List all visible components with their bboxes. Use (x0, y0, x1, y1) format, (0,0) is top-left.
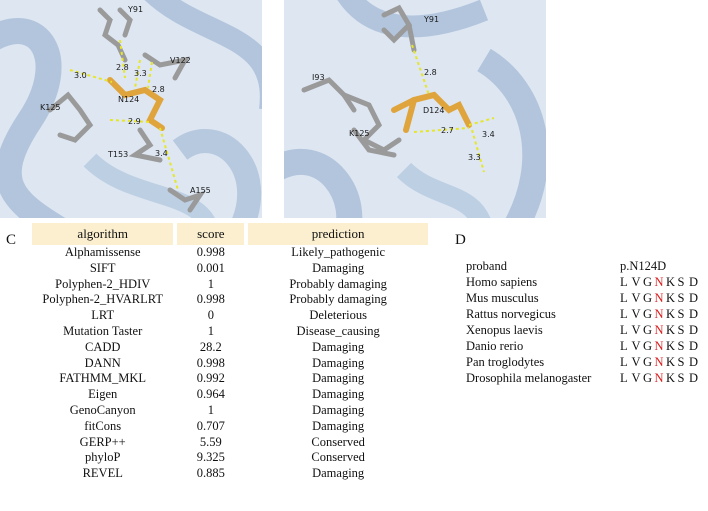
species-name: Pan troglodytes (466, 355, 545, 369)
algorithm-cell: REVEL (82, 466, 123, 481)
residue: S (677, 371, 685, 385)
prediction-cell: Likely_pathogenic (291, 245, 386, 259)
score-cell: 1 (207, 402, 214, 417)
distance-label: 3.0 (74, 71, 87, 80)
algorithm-cell: GenoCanyon (69, 402, 136, 417)
table-row (32, 277, 428, 293)
residue-label: D124 (423, 106, 445, 115)
residue: D (689, 275, 699, 289)
prediction-cell: Damaging (312, 260, 365, 275)
residue: G (643, 339, 653, 353)
residue-label: K125 (349, 129, 370, 138)
residue: K (666, 371, 676, 385)
score-cell: 0.885 (196, 466, 225, 481)
residue-label: N124 (118, 95, 140, 104)
species-name: Drosophila melanogaster (466, 371, 592, 385)
sequence (620, 306, 701, 322)
residue: K (666, 355, 676, 369)
score-cell: 0.998 (196, 355, 225, 370)
score-cell: 0.001 (196, 260, 225, 275)
residue: K (666, 323, 676, 337)
algorithm-cell: phyloP (84, 450, 121, 465)
algorithm-cell: GERP++ (79, 434, 126, 449)
highlighted-residue: N (654, 355, 664, 369)
residue: D (689, 355, 699, 369)
residue-label: I93 (312, 73, 325, 82)
residue-label: K125 (40, 103, 61, 112)
score-cell: 5.59 (199, 434, 222, 449)
proband-label: proband (466, 259, 507, 273)
residue: V (631, 371, 641, 385)
residue: G (643, 275, 653, 289)
distance-label: 3.3 (134, 69, 147, 78)
score-cell: 0.998 (196, 292, 225, 307)
algorithm-cell: Polyphen-2_HVARLRT (42, 292, 163, 307)
species-name: Mus musculus (466, 291, 539, 305)
highlighted-residue: N (654, 307, 664, 321)
column-header-algorithm: algorithm (32, 223, 173, 245)
score-cell: 28.2 (199, 339, 222, 354)
species-name: Rattus norvegicus (466, 307, 556, 321)
prediction-cell: Deleterious (309, 308, 367, 323)
residue-label: A155 (190, 186, 211, 195)
distance-label: 3.3 (468, 153, 481, 162)
residue: D (689, 291, 699, 305)
residue-label: T153 (108, 150, 129, 159)
residue: G (643, 323, 653, 337)
table-row (32, 340, 428, 356)
column-header-score: score (177, 223, 244, 245)
residue: G (643, 355, 653, 369)
residue-label: Y91 (128, 5, 144, 14)
residue: G (643, 371, 653, 385)
algorithm-cell: FATHMM_MKL (59, 371, 146, 386)
residue: D (689, 339, 699, 353)
panel-label-c: C (6, 232, 17, 248)
table-row (32, 450, 428, 466)
residue: L (620, 275, 628, 289)
sequence (620, 370, 701, 386)
residue: S (677, 307, 685, 321)
score-cell: 9.325 (196, 450, 225, 465)
prediction-cell: Disease_causing (296, 323, 380, 338)
species-row (466, 306, 706, 322)
prediction-cell: Damaging (312, 339, 365, 354)
structure-image-wildtype (0, 0, 262, 218)
distance-label: 3.4 (155, 149, 168, 158)
highlighted-residue: N (654, 371, 664, 385)
table-row (32, 261, 428, 277)
residue: V (631, 355, 641, 369)
prediction-cell: Probably damaging (289, 292, 387, 307)
algorithm-cell: SIFT (89, 260, 116, 275)
sequence (620, 290, 701, 306)
species-row (466, 354, 706, 370)
algorithm-cell: Alphamissense (64, 245, 141, 259)
score-cell: 1 (207, 276, 214, 291)
prediction-cell: Damaging (312, 387, 365, 402)
score-cell: 0.964 (196, 387, 225, 402)
prediction-cell: Damaging (312, 418, 365, 433)
residue: V (631, 275, 641, 289)
species-name: Xenopus laevis (466, 323, 543, 337)
species-row (466, 274, 706, 290)
residue: S (677, 355, 685, 369)
panel-label-d: D (455, 232, 466, 248)
prediction-cell: Damaging (312, 371, 365, 386)
column-header-prediction: prediction (248, 223, 428, 245)
score-cell: 0.992 (196, 371, 225, 386)
table-row (32, 435, 428, 451)
table-body (32, 245, 428, 482)
residue: K (666, 307, 676, 321)
species-name: Danio rerio (466, 339, 524, 353)
structure-svg-b (284, 0, 546, 218)
residue: D (689, 371, 699, 385)
residue: G (643, 307, 653, 321)
algorithm-cell: Polyphen-2_HDIV (55, 276, 151, 291)
distance-label: 2.8 (152, 85, 165, 94)
residue: D (689, 323, 699, 337)
table-row (32, 324, 428, 340)
residue: V (631, 323, 641, 337)
sequence (620, 354, 701, 370)
prediction-cell: Conserved (311, 434, 365, 449)
algorithm-cell: LRT (91, 308, 115, 323)
table-row (32, 403, 428, 419)
algorithm-cell: CADD (84, 339, 121, 354)
prediction-cell: Damaging (312, 355, 365, 370)
sequence (620, 322, 701, 338)
table-row (32, 371, 428, 387)
residue: S (677, 323, 685, 337)
score-cell: 1 (207, 323, 214, 338)
structure-svg-a (0, 0, 262, 218)
residue: V (631, 307, 641, 321)
residue: V (631, 291, 641, 305)
residue: L (620, 307, 628, 321)
sequence (620, 274, 701, 290)
table-row (32, 308, 428, 324)
species-row (466, 290, 706, 306)
species-row (466, 322, 706, 338)
residue-label: V122 (170, 56, 191, 65)
species-row (466, 338, 706, 354)
distance-label: 2.7 (441, 126, 454, 135)
residue: L (620, 339, 628, 353)
prediction-cell: Damaging (312, 466, 365, 481)
residue: S (677, 275, 685, 289)
highlighted-residue: N (654, 291, 664, 305)
highlighted-residue: N (654, 275, 664, 289)
residue: S (677, 339, 685, 353)
residue: K (666, 275, 676, 289)
distance-label: 2.8 (116, 63, 129, 72)
residue: L (620, 291, 628, 305)
table-header-row (32, 223, 428, 245)
algorithm-cell: fitCons (84, 418, 122, 433)
residue: L (620, 371, 628, 385)
residue: S (677, 291, 685, 305)
residue: V (631, 339, 641, 353)
residue: D (689, 307, 699, 321)
highlighted-residue: N (654, 339, 664, 353)
residue: L (620, 355, 628, 369)
pathogenicity-score-table (28, 223, 432, 482)
prediction-cell: Damaging (312, 402, 365, 417)
residue: K (666, 291, 676, 305)
residue: L (620, 323, 628, 337)
prediction-cell: Probably damaging (289, 276, 387, 291)
table-row (32, 356, 428, 372)
residue-label: Y91 (424, 15, 440, 24)
table-row (32, 387, 428, 403)
distance-label: 3.4 (482, 130, 495, 139)
table-row (32, 466, 428, 482)
algorithm-cell: Mutation Taster (63, 323, 143, 338)
conservation-alignment (466, 258, 706, 386)
table-row (32, 419, 428, 435)
species-name: Homo sapiens (466, 275, 538, 289)
proband-row (466, 258, 706, 274)
highlighted-residue: N (654, 323, 664, 337)
residue: K (666, 339, 676, 353)
score-cell: 0.707 (196, 418, 225, 433)
sequence (620, 338, 701, 354)
residue: G (643, 291, 653, 305)
distance-label: 2.9 (128, 117, 141, 126)
distance-label: 2.8 (424, 68, 437, 77)
score-cell: 0.998 (196, 245, 225, 259)
table-row (32, 245, 428, 261)
prediction-cell: Conserved (311, 450, 365, 465)
table-row (32, 292, 428, 308)
score-cell: 0 (207, 308, 214, 323)
species-row (466, 370, 706, 386)
structure-image-mutant (284, 0, 546, 218)
algorithm-cell: DANN (84, 355, 121, 370)
variant-label: p.N124D (620, 259, 667, 273)
algorithm-cell: Eigen (88, 387, 118, 402)
